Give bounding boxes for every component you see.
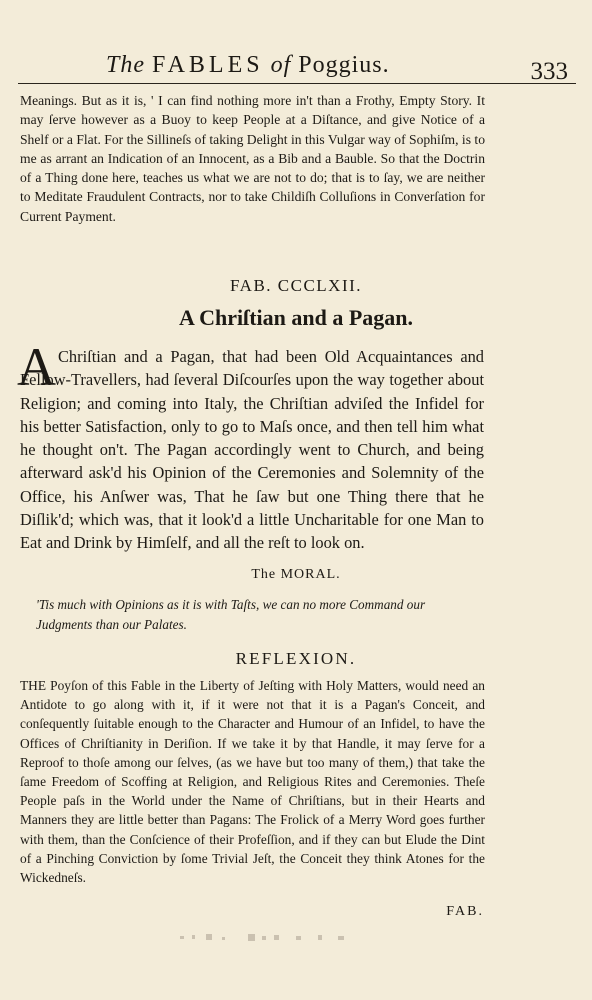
- page-number: 333: [530, 58, 568, 85]
- moral-text: 'Tis much with Opinions as it is with Taſts, we can no more Command our Judgments than our Palates.: [36, 597, 426, 632]
- running-title-the: The: [106, 52, 145, 78]
- header-rule: [18, 83, 576, 84]
- bleed-through-marks: [178, 930, 368, 946]
- page-header: [18, 50, 576, 84]
- reflexion-text: THE Poyſon of this Fable in the Liberty of Jeſting with Holy Matters, would need an Antidote to go along with it, if it were not that it is a Pagan's Conceit, and conſequently ſuitable enough to the Character and Humour of an Infidel, to have the Offices of Chriſtianity in Deriſion. If we take it by that Handle, it may ſerve for a Reproof to thoſe among our ſelves, (as we have but too many of them,) that take the ſame Freedom of Scoffing at Religion, and Religious Rites and Ceremonies. Theſe People paſs in the World under the Name of Chriſtians, but in their Hearts and Manners they are little better than Pagans: The Frolick of a Merry Word goes further with them, than the Conſcience of their Profeſſion, and if they can but Elude the Dint of a Pinching Conviction by ſome Trivial Jeſt, the Conceit they think Atones for the Wickedneſs.: [20, 678, 485, 886]
- running-title: [106, 52, 390, 79]
- moral-heading: The MORAL.: [251, 567, 341, 582]
- fable-number-title: FAB. CCCLXII.: [229, 276, 363, 295]
- drop-cap: A: [17, 337, 56, 397]
- running-title-fables: FABLES: [152, 52, 264, 78]
- fable-text: [20, 345, 484, 555]
- fable-body: Chriſtian and a Pagan, that had been Old Acquaintances and Fellow-Travellers, had ſeveral Diſcourſes upon the way together about Religion; and coming into Italy, the Chriſtian adviſed the Infidel for his better Satisfaction, only to go to Maſs once, and then tell him what he thought on't. The Pagan accordingly went to Church, and being afterward ask'd his Opinion of the Ceremonies and Solemnity of the Office, his Anſwer was, That he ſaw but one Thing there that he Diſlik'd; which was, that it look'd a little Uncharitable for one Man to Eat and Drink by Himſelf, and all the reſt to look on.: [20, 347, 484, 553]
- reflexion-heading: REFLEXION.: [235, 649, 357, 668]
- running-title-poggius: Poggius.: [298, 52, 390, 78]
- running-title-of: of: [270, 52, 292, 78]
- fable-subtitle: A Chriſtian and a Pagan.: [178, 305, 414, 330]
- catchword: FAB.: [446, 904, 484, 919]
- intro-paragraph: Meanings. But as it is, ' I can find nothing more in't than a Frothy, Empty Story. It may ſerve however as a Buoy to keep People at a Diſtance, and give Notice of a Shelf or a Flat. For the Sillineſs of taking Delight in this Vulgar way of Sophiſm, is to me as arrant an Indication of an Innocent, as a Bib and a Bauble. So that the Doctrin of a Thing done here, teaches us what we are not to do; that is to ſay, we are neither to Meditate Fraudulent Contracts, nor to take Childiſh Colluſions in Converſation for Current Payment.: [20, 93, 485, 224]
